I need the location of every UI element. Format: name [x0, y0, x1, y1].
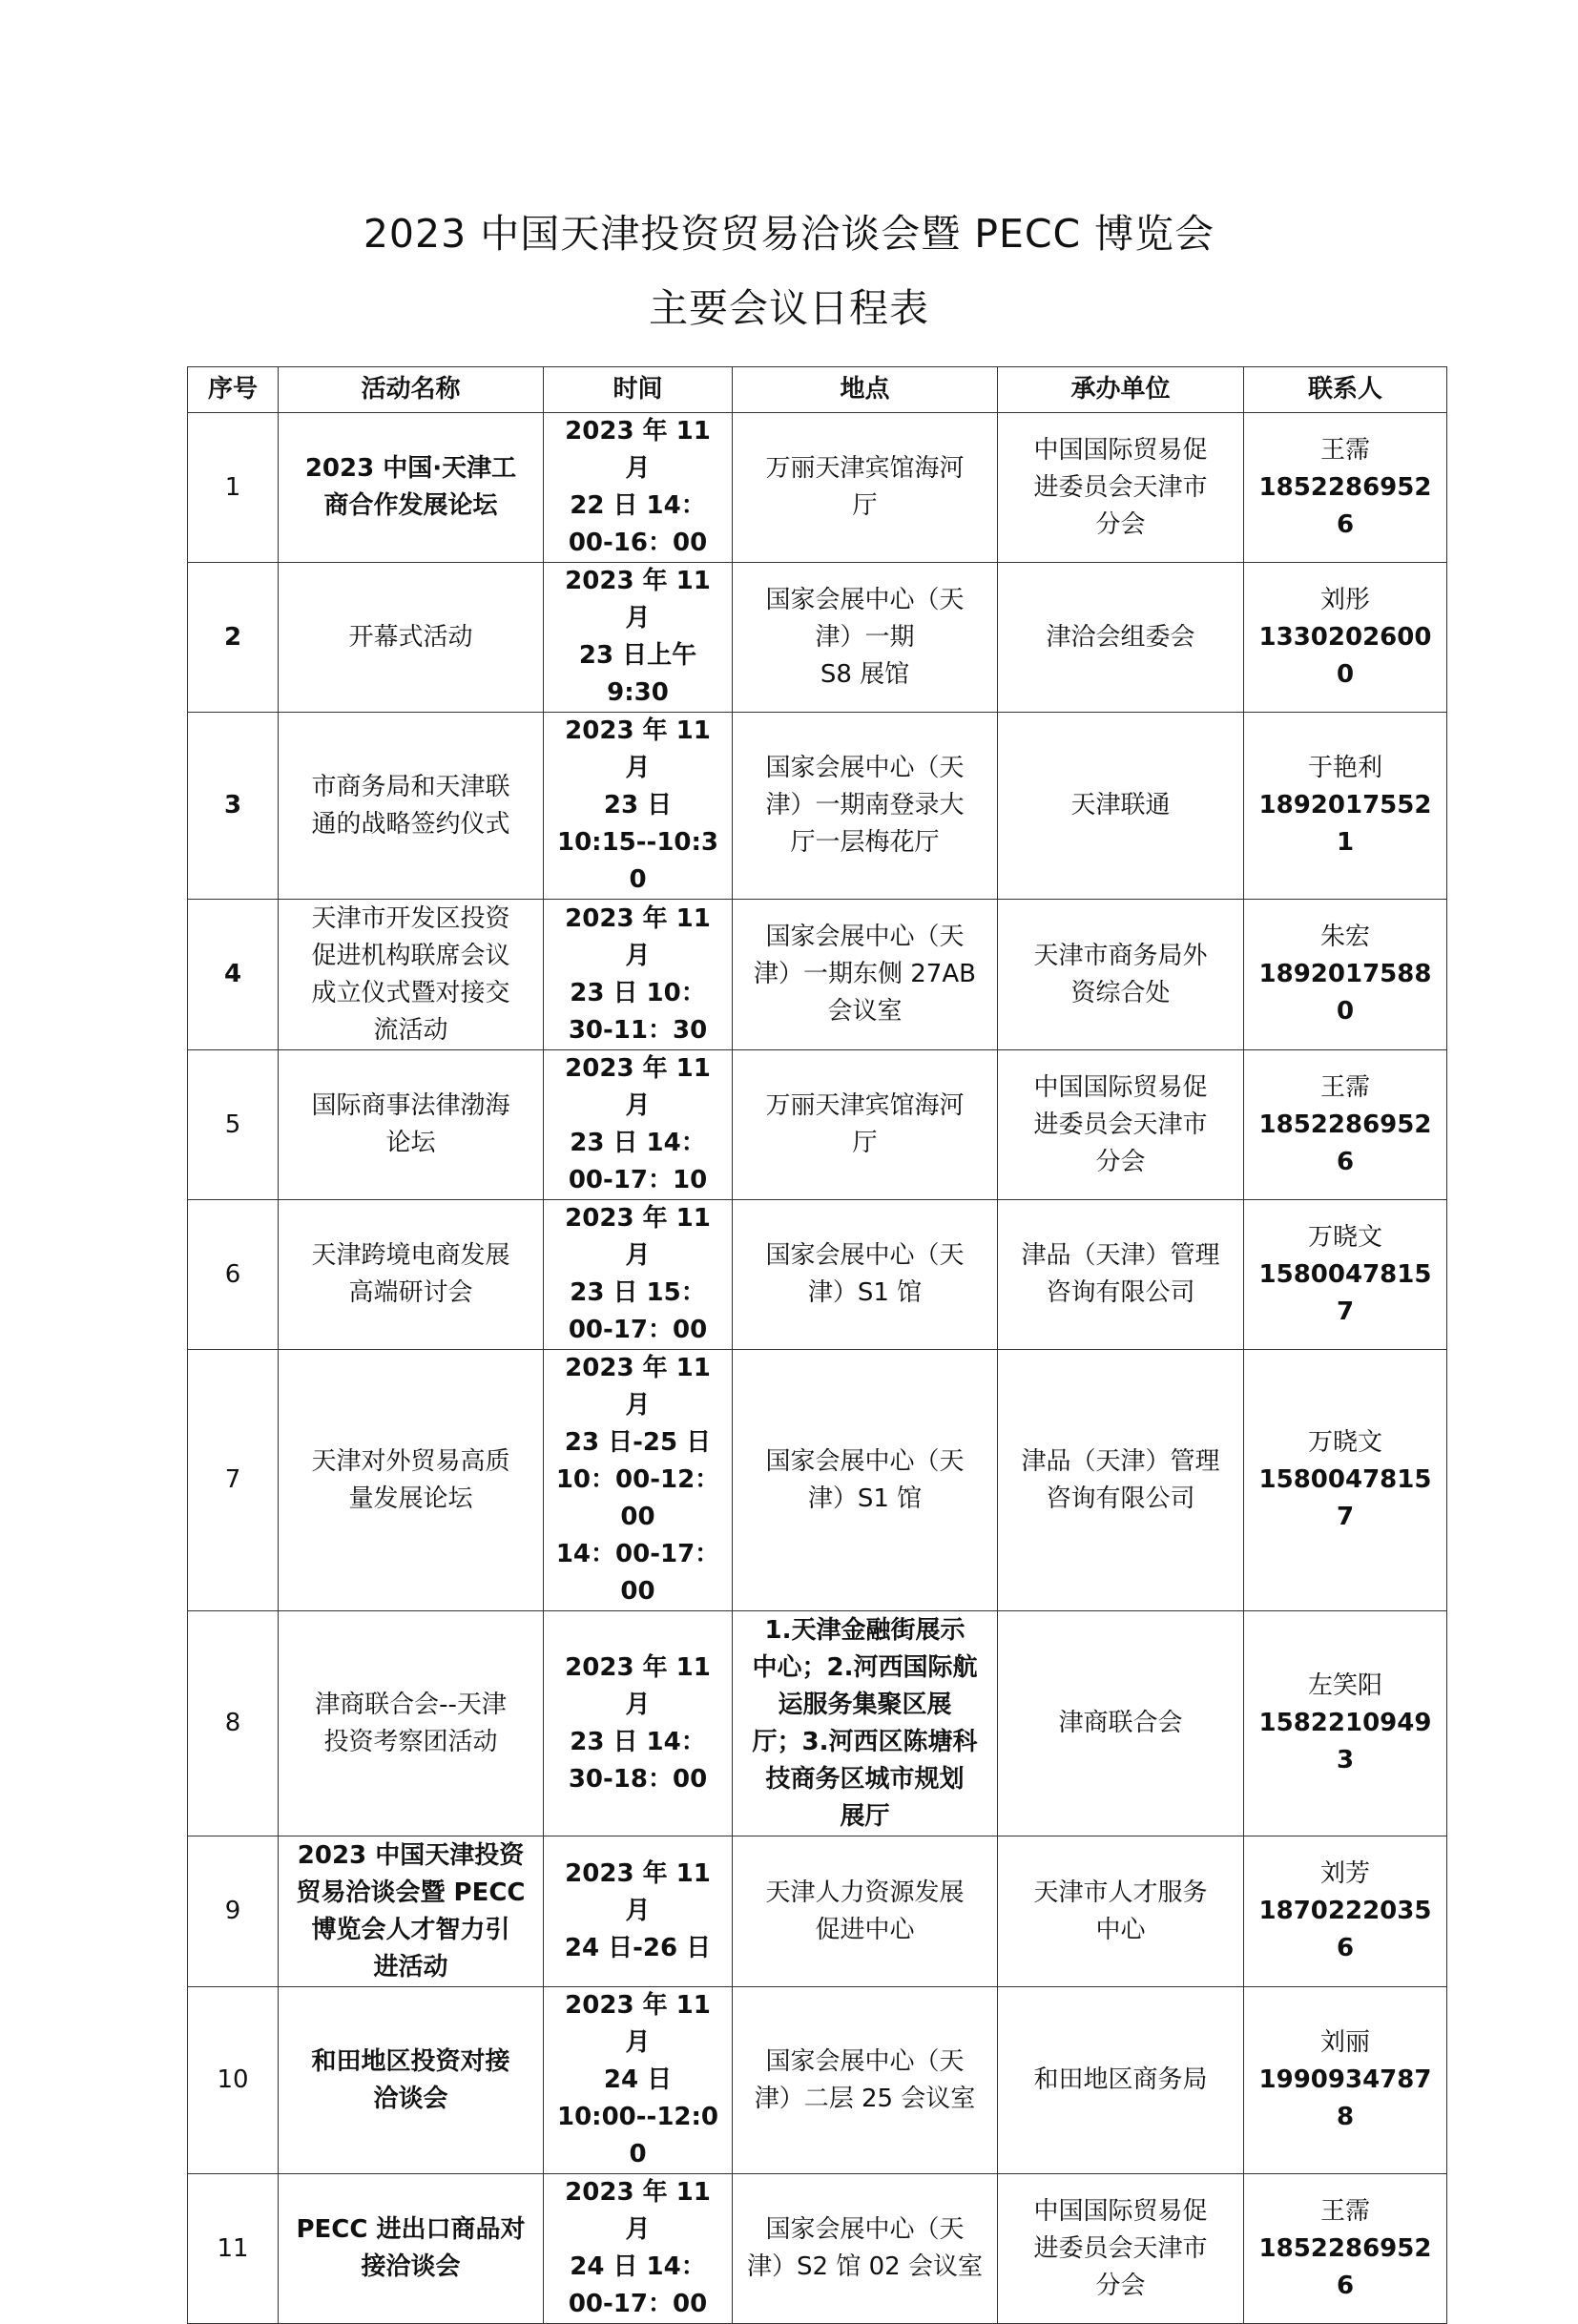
activity-time-line: 00-17：00 — [568, 2290, 708, 2318]
organizer-line: 天津市人才服务 — [1033, 1878, 1208, 1907]
activity-name-line: 2023 中国天津投资 — [297, 1840, 525, 1870]
activity-time — [544, 2174, 733, 2324]
table-row — [188, 563, 1447, 713]
activity-place-line: 国家会展中心（天 — [765, 2215, 965, 2244]
activity-place-line: 津）S2 馆 02 会议室 — [747, 2252, 983, 2281]
activity-name-line: 流活动 — [373, 1015, 448, 1045]
organizer-line: 资综合处 — [1070, 978, 1171, 1007]
contact — [1244, 1611, 1447, 1836]
contact-name: 朱宏 — [1319, 923, 1370, 951]
row-number: 10 — [188, 1987, 279, 2174]
activity-place-line: 万丽天津宾馆海河 — [765, 1091, 965, 1120]
activity-place-line: 厅一层梅花厅 — [790, 828, 940, 857]
activity-name-line: 天津对外贸易高质 — [311, 1446, 510, 1476]
activity-time-line: 10：00-12： — [555, 1465, 720, 1494]
row-number: 4 — [188, 900, 279, 1050]
activity-time-line: 22 日 14： — [570, 491, 706, 520]
activity-place-line: 国家会展中心（天 — [765, 754, 965, 782]
organizer — [998, 1987, 1244, 2174]
contact-name: 刘芳 — [1319, 1859, 1370, 1888]
organizer — [998, 900, 1244, 1050]
organizer-line: 进委员会天津市 — [1033, 472, 1208, 502]
activity-place-line: 促进中心 — [815, 1915, 915, 1944]
activity-time-line: 2023 年 11 月 — [565, 1991, 711, 2057]
contact-name: 刘丽 — [1319, 2028, 1370, 2057]
activity-name-line: 促进机构联席会议 — [311, 941, 510, 970]
activity-place-line: 津）二层 25 会议室 — [754, 2084, 976, 2113]
activity-place-line: 技商务区城市规划 — [765, 1764, 965, 1794]
activity-time-line: 23 日 10： — [570, 978, 706, 1007]
activity-place-line: 1.天津金融街展示 — [764, 1615, 965, 1645]
activity-name-line: 市商务局和天津联 — [311, 772, 510, 801]
activity-place — [733, 563, 998, 713]
activity-place-line: 天津人力资源发展 — [765, 1878, 965, 1907]
row-number: 7 — [188, 1350, 279, 1611]
row-number: 5 — [188, 1050, 279, 1200]
activity-place — [733, 900, 998, 1050]
activity-name-line: 贸易洽谈会暨 PECC — [296, 1878, 526, 1907]
activity-name-line: 洽谈会 — [373, 2084, 448, 2113]
contact-name: 万晓文 — [1307, 1222, 1382, 1252]
activity-name-line: 津商联合会--天津 — [315, 1690, 507, 1719]
activity-time — [544, 563, 733, 713]
activity-place-line: 津）一期 — [815, 622, 915, 652]
activity-time — [544, 413, 733, 563]
organizer-line: 和田地区商务局 — [1033, 2065, 1208, 2094]
activity-place-line: 运服务集聚区展 — [778, 1690, 952, 1719]
organizer-line: 咨询有限公司 — [1046, 1484, 1195, 1513]
activity-name — [279, 2174, 544, 2324]
row-number: 1 — [188, 413, 279, 563]
contact — [1244, 900, 1447, 1050]
organizer — [998, 1050, 1244, 1200]
activity-place — [733, 1611, 998, 1836]
activity-time-line: 00-16：00 — [568, 529, 708, 557]
contact-name: 王霈 — [1319, 1072, 1370, 1102]
activity-time-line: 00-17：00 — [568, 1316, 708, 1344]
activity-time-line: 10:15--10:30 — [556, 828, 718, 894]
activity-name-line: 接洽谈会 — [361, 2252, 461, 2281]
table-row — [188, 413, 1447, 563]
activity-place — [733, 1987, 998, 2174]
activity-place-line: 中心；2.河西国际航 — [752, 1652, 978, 1682]
activity-name-line: PECC 进出口商品对 — [296, 2215, 526, 2244]
activity-time — [544, 1200, 733, 1350]
activity-place-line: 展厅 — [840, 1801, 890, 1831]
activity-time-line: 30-18：00 — [568, 1764, 708, 1794]
activity-time-line: 2023 年 11 月 — [565, 567, 711, 633]
contact — [1244, 1050, 1447, 1200]
activity-name — [279, 1200, 544, 1350]
activity-name-line: 开幕式活动 — [348, 622, 473, 652]
activity-name-line: 2023 中国·天津工 — [304, 454, 517, 483]
activity-name-line: 天津跨境电商发展 — [311, 1241, 510, 1270]
organizer-line: 分会 — [1095, 509, 1146, 539]
activity-time — [544, 1611, 733, 1836]
activity-name-line: 论坛 — [385, 1129, 436, 1157]
activity-name-line: 博览会人才智力引 — [311, 1915, 510, 1944]
activity-time-line: 14：00-17： — [555, 1540, 720, 1568]
table-row — [188, 1050, 1447, 1200]
activity-name-line: 商合作发展论坛 — [323, 491, 498, 520]
activity-time-line: 2023 年 11 月 — [565, 1354, 711, 1420]
activity-place-line: 国家会展中心（天 — [765, 923, 965, 951]
activity-time-line: 2023 年 11 月 — [565, 417, 711, 483]
row-number: 6 — [188, 1200, 279, 1350]
table-header-row — [188, 367, 1447, 413]
activity-time-line: 24 日 — [603, 2065, 673, 2094]
contact — [1244, 1836, 1447, 1987]
organizer — [998, 563, 1244, 713]
activity-place-line: 国家会展中心（天 — [765, 1446, 965, 1476]
activity-time-line: 2023 年 11 月 — [565, 1859, 711, 1925]
contact-name: 于艳利 — [1307, 754, 1382, 782]
header-no: 序号 — [188, 367, 279, 413]
activity-name — [279, 900, 544, 1050]
activity-time-line: 24 日 14： — [570, 2252, 706, 2281]
activity-name — [279, 713, 544, 900]
activity-time-line: 23 日 14： — [570, 1129, 706, 1157]
organizer-line: 津洽会组委会 — [1046, 622, 1195, 652]
organizer-line: 咨询有限公司 — [1046, 1278, 1195, 1307]
activity-time-line: 23 日-25 日 — [564, 1428, 712, 1457]
activity-time-line: 23 日上午 — [578, 641, 697, 670]
activity-place-line: 国家会展中心（天 — [765, 1241, 965, 1270]
activity-place-line: 津）一期南登录大 — [765, 791, 965, 820]
contact-name: 左笑阳 — [1307, 1671, 1382, 1700]
organizer — [998, 1350, 1244, 1611]
contact-phone: 18522869526 — [1258, 2233, 1432, 2300]
header-activity-name: 活动名称 — [279, 367, 544, 413]
activity-name — [279, 1987, 544, 2174]
organizer-line: 进委员会天津市 — [1033, 2233, 1208, 2263]
document-subtitle: 主要会议日程表 — [649, 285, 929, 331]
row-number: 8 — [188, 1611, 279, 1836]
contact-phone: 15800478157 — [1258, 1465, 1432, 1531]
contact-phone: 18920175521 — [1258, 791, 1432, 857]
activity-place-line: 厅 — [852, 491, 878, 520]
organizer-line: 分会 — [1095, 2271, 1146, 2300]
organizer — [998, 413, 1244, 563]
organizer — [998, 2174, 1244, 2324]
contact-phone: 18702220356 — [1258, 1897, 1432, 1962]
activity-time — [544, 1350, 733, 1611]
activity-time-line: 23 日 14： — [570, 1727, 706, 1756]
activity-name-line: 和田地区投资对接 — [311, 2046, 510, 2076]
activity-place-line: 厅 — [852, 1129, 878, 1157]
activity-name — [279, 563, 544, 713]
header-place: 地点 — [733, 367, 998, 413]
table-row — [188, 2174, 1447, 2324]
row-number: 3 — [188, 713, 279, 900]
organizer-line: 分会 — [1095, 1147, 1146, 1176]
document-title: 2023 中国天津投资贸易洽谈会暨 PECC 博览会 — [363, 211, 1215, 257]
row-number: 2 — [188, 563, 279, 713]
activity-time-line: 23 日 15： — [570, 1278, 706, 1307]
organizer-line: 中国国际贸易促 — [1033, 1072, 1208, 1102]
organizer-line: 中国国际贸易促 — [1033, 435, 1208, 465]
activity-place — [733, 1050, 998, 1200]
header-organizer: 承办单位 — [998, 367, 1244, 413]
activity-name-line: 天津市开发区投资 — [311, 903, 510, 933]
activity-place-line: S8 展馆 — [820, 659, 910, 689]
contact-name: 王霈 — [1319, 2196, 1370, 2226]
contact — [1244, 1350, 1447, 1611]
table-row — [188, 1836, 1447, 1987]
activity-time — [544, 900, 733, 1050]
activity-place-line: 国家会展中心（天 — [765, 585, 965, 614]
activity-time-line: 00-17：10 — [568, 1166, 708, 1194]
activity-place — [733, 2174, 998, 2324]
activity-place — [733, 1836, 998, 1987]
table-row — [188, 1987, 1447, 2174]
organizer — [998, 713, 1244, 900]
activity-place-line: 厅；3.河西区陈塘科 — [752, 1727, 978, 1756]
activity-time-line: 2023 年 11 月 — [565, 903, 711, 970]
header-contact: 联系人 — [1244, 367, 1447, 413]
organizer-line: 津品（天津）管理 — [1021, 1241, 1220, 1270]
contact-phone: 13302026000 — [1258, 622, 1432, 689]
activity-place — [733, 713, 998, 900]
table-row — [188, 900, 1447, 1050]
activity-time-line: 24 日-26 日 — [564, 1934, 712, 1962]
contact — [1244, 2174, 1447, 2324]
activity-time — [544, 1836, 733, 1987]
activity-place — [733, 1200, 998, 1350]
organizer-line: 天津联通 — [1070, 791, 1171, 820]
table-row — [188, 1611, 1447, 1836]
activity-place-line: 国家会展中心（天 — [765, 2046, 965, 2076]
row-number: 9 — [188, 1836, 279, 1987]
activity-name-line: 投资考察团活动 — [323, 1727, 498, 1756]
activity-time — [544, 713, 733, 900]
activity-time-line: 2023 年 11 月 — [565, 1652, 711, 1719]
activity-time-line: 2023 年 11 月 — [565, 716, 711, 782]
organizer — [998, 1611, 1244, 1836]
schedule-table — [187, 366, 1447, 2324]
contact-phone: 15800478157 — [1258, 1259, 1432, 1326]
organizer — [998, 1836, 1244, 1987]
activity-name — [279, 413, 544, 563]
activity-name — [279, 1350, 544, 1611]
activity-place-line: 津）一期东侧 27AB — [754, 960, 976, 988]
organizer — [998, 1200, 1244, 1350]
contact-phone: 18920175880 — [1258, 960, 1432, 1026]
contact — [1244, 1200, 1447, 1350]
contact — [1244, 1987, 1447, 2174]
contact-phone: 18522869526 — [1258, 1110, 1432, 1176]
activity-place — [733, 413, 998, 563]
activity-time — [544, 1050, 733, 1200]
activity-name-line: 高端研讨会 — [348, 1278, 473, 1307]
organizer-line: 津商联合会 — [1058, 1709, 1183, 1737]
table-row — [188, 713, 1447, 900]
organizer-line: 天津市商务局外 — [1033, 941, 1208, 970]
table-row — [188, 1350, 1447, 1611]
activity-time-line: 2023 年 11 月 — [565, 1054, 711, 1120]
contact-phone: 15822109493 — [1258, 1709, 1432, 1774]
activity-time-line: 2023 年 11 月 — [565, 2178, 711, 2244]
header-time: 时间 — [544, 367, 733, 413]
activity-name-line: 进活动 — [373, 1952, 448, 1982]
organizer-line: 中国国际贸易促 — [1033, 2196, 1208, 2226]
activity-place-line: 万丽天津宾馆海河 — [765, 454, 965, 483]
activity-name-line: 量发展论坛 — [348, 1484, 473, 1513]
activity-place — [733, 1350, 998, 1611]
activity-place-line: 津）S1 馆 — [807, 1484, 923, 1513]
activity-time-line: 9:30 — [607, 678, 669, 707]
contact — [1244, 413, 1447, 563]
contact-name: 万晓文 — [1307, 1428, 1382, 1457]
activity-time-line: 2023 年 11 月 — [565, 1204, 711, 1270]
activity-time — [544, 1987, 733, 2174]
activity-time-line: 10:00--12:00 — [556, 2103, 718, 2168]
contact-phone: 18522869526 — [1258, 472, 1432, 539]
organizer-line: 津品（天津）管理 — [1021, 1446, 1220, 1476]
activity-name — [279, 1611, 544, 1836]
contact — [1244, 713, 1447, 900]
activity-place-line: 会议室 — [827, 997, 903, 1026]
activity-time-line: 00 — [620, 1503, 655, 1531]
activity-name-line: 国际商事法律渤海 — [311, 1091, 510, 1120]
contact — [1244, 563, 1447, 713]
table-row — [188, 1200, 1447, 1350]
activity-time-line: 30-11：30 — [568, 1015, 708, 1045]
activity-name-line: 成立仪式暨对接交 — [311, 978, 510, 1007]
activity-place-line: 津）S1 馆 — [807, 1278, 923, 1307]
contact-name: 刘彤 — [1319, 585, 1370, 614]
activity-time-line: 23 日 — [603, 791, 673, 820]
activity-name — [279, 1050, 544, 1200]
row-number: 11 — [188, 2174, 279, 2324]
organizer-line: 中心 — [1095, 1915, 1146, 1944]
contact-phone: 19909347878 — [1258, 2065, 1432, 2131]
activity-name — [279, 1836, 544, 1987]
organizer-line: 进委员会天津市 — [1033, 1110, 1208, 1139]
activity-time-line: 00 — [620, 1577, 655, 1606]
contact-name: 王霈 — [1319, 435, 1370, 465]
activity-name-line: 通的战略签约仪式 — [311, 809, 510, 839]
